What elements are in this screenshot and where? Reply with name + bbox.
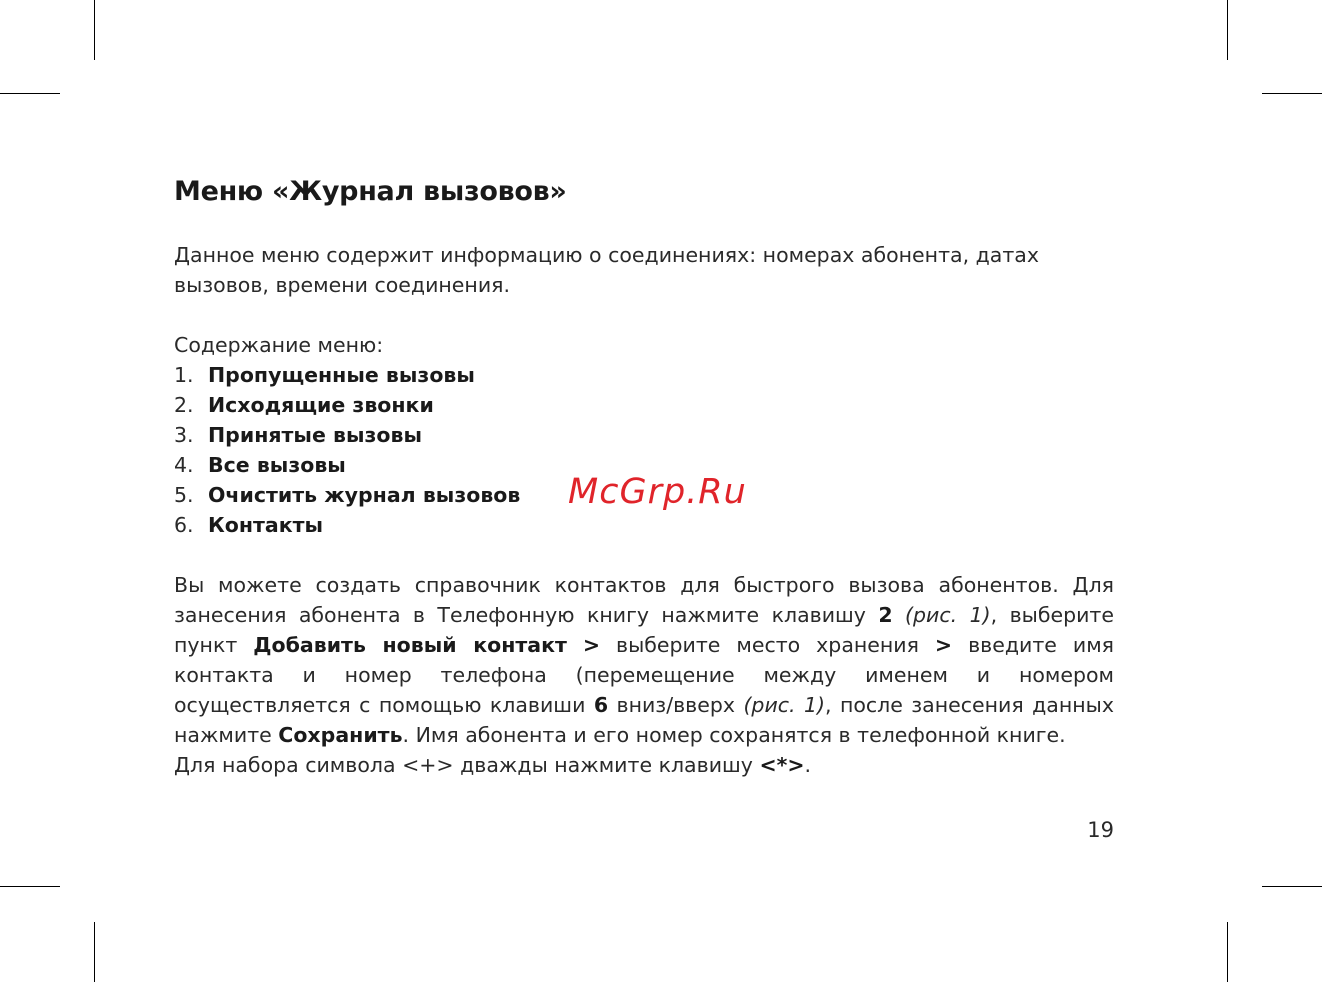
crop-mark (94, 922, 95, 982)
crop-mark (1262, 93, 1322, 94)
list-item (174, 390, 1114, 420)
watermark: McGrp.Ru (568, 472, 747, 512)
list-item-number: 5. (174, 483, 194, 507)
crop-mark (1227, 0, 1228, 60)
menu-list (174, 360, 1114, 540)
list-item-number: 4. (174, 453, 194, 477)
list-item-number: 6. (174, 513, 194, 537)
body-text: . Имя абонента и его номер сохранятся в телефонной книге. (402, 723, 1066, 747)
body-text: , выберите пункт (174, 603, 1114, 657)
list-item (174, 360, 1114, 390)
list-item-label: Все вызовы (208, 453, 346, 477)
list-item-number: 3. (174, 423, 194, 447)
menu-intro: Содержание меню: (174, 333, 384, 357)
list-item-label: Исходящие звонки (208, 393, 434, 417)
body-text: Вы можете создать справочник контактов для быстрого вызова абонентов. Для занесения абонента в Телефонную книгу нажмите клавишу (174, 573, 1114, 627)
crop-mark (0, 886, 60, 887)
arrow-symbol: > (934, 633, 953, 657)
crop-mark (1227, 922, 1228, 982)
figure-reference: (рис. 1) (905, 603, 991, 627)
arrow-symbol: > (582, 633, 601, 657)
symbol-paragraph (174, 750, 1114, 780)
key-label: 2 (878, 603, 893, 627)
list-item-number: 2. (174, 393, 194, 417)
crop-mark (0, 93, 60, 94)
figure-reference: (рис. 1) (743, 693, 826, 717)
page-number: 19 (1087, 818, 1114, 842)
list-item-label: Принятые вызовы (208, 423, 422, 447)
key-label: <*> (759, 753, 805, 777)
body-text: . (804, 753, 812, 777)
list-item-label: Очистить журнал вызовов (208, 483, 521, 507)
page-title: Меню «Журнал вызовов» (174, 176, 567, 207)
body-text: , после занесения данных нажмите (174, 693, 1114, 747)
intro-paragraph: Данное меню содержит информацию о соединениях: номерах абонента, датах вызовов, времени соединения. (174, 243, 1039, 297)
list-item (174, 420, 1114, 450)
body-text: выберите место хранения (600, 633, 935, 657)
list-item (174, 510, 1114, 540)
list-item-number: 1. (174, 363, 194, 387)
body-text: вниз/вверх (608, 693, 744, 717)
menu-option-label: Сохранить (278, 723, 403, 747)
body-text: введите имя контакта и номер телефона (перемещение между именем и номером осуществляется с помощью клавиши (174, 633, 1114, 717)
crop-mark (1262, 886, 1322, 887)
menu-option-label: Добавить новый контакт (253, 633, 567, 657)
crop-mark (94, 0, 95, 60)
list-item-label: Пропущенные вызовы (208, 363, 475, 387)
body-text: Для набора символа <+> дважды нажмите клавишу (174, 753, 760, 777)
key-label: 6 (593, 693, 609, 717)
body-text (567, 633, 583, 657)
list-item-label: Контакты (208, 513, 324, 537)
contacts-paragraph (174, 570, 1114, 750)
body-text (893, 603, 905, 627)
